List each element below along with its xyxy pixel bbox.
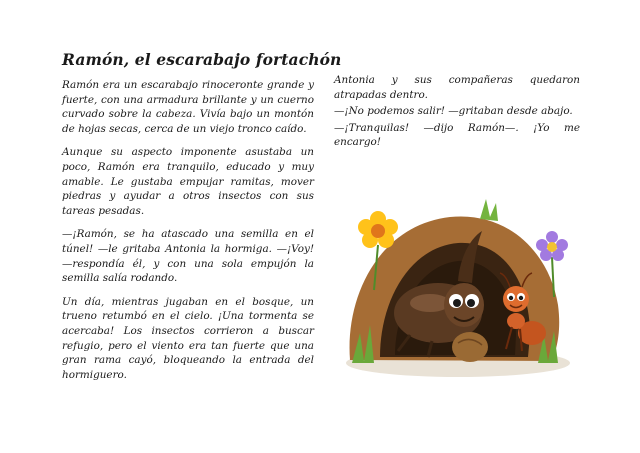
beetle-and-ant-illustration [340, 185, 580, 380]
story-title: Ramón, el escarabajo fortachón [62, 50, 342, 69]
paragraph-1: Ramón era un escarabajo rinoceronte grande y fuerte, con una armadura brillante y un cuerno curvado sobre la cabeza. Vivía bajo un montón de hojas secas, cerca de un viejo tronco caído. [62, 79, 314, 135]
paragraph-6: —¡No podemos salir! —gritaban desde abajo. [334, 105, 573, 118]
paragraph-7: —¡Tranquilas! —dijo Ramón—. ¡Yo me encargo! [334, 121, 580, 149]
paragraph-4: Un día, mientras jugaban en el bosque, un trueno retumbó en el cielo. ¡Una tormenta se acercaba! Los insectos corrieron a buscar refugio, pero el viento era tan fuerte que una gran rama cayó, bloqueando la entrada del hormiguero. [62, 295, 314, 381]
right-column [334, 73, 580, 152]
paragraph-3: —¡Ramón, se ha atascado una semilla en el túnel! —le gritaba Antonia la hormiga. —¡Voy! —respondía él, y con una sola empujón la semilla salía rodando. [62, 228, 314, 285]
paragraph-2: Aunque su aspecto imponente asustaba un poco, Ramón era tranquilo, educado y muy amable. Le gustaba empujar ramitas, mover piedras y ayudar a otros insectos con sus tareas pesadas. [62, 146, 314, 217]
left-column [62, 78, 314, 391]
grass-top [480, 199, 498, 221]
seed-icon [452, 332, 488, 362]
paragraph-5: Antonia y sus compañeras quedaron atrapadas dentro. [334, 74, 580, 101]
